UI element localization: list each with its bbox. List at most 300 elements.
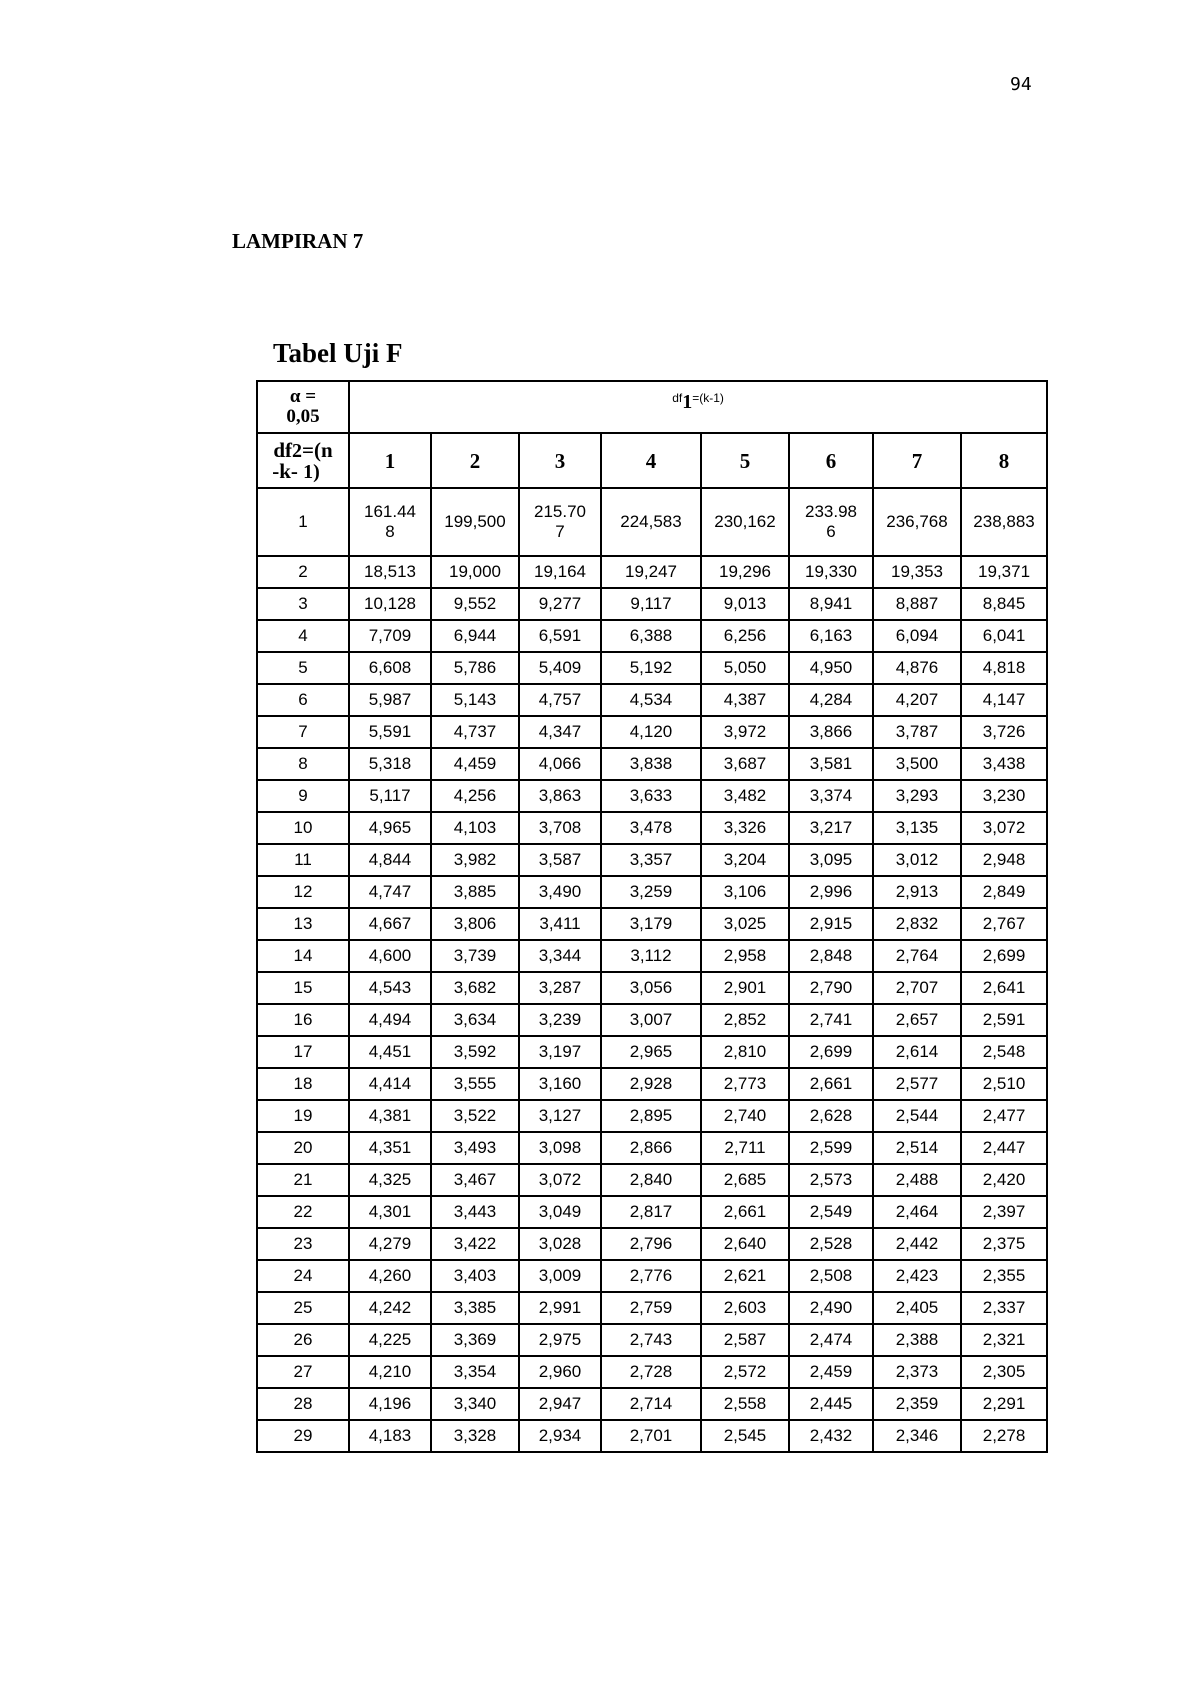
f-value-cell: 4,818 <box>961 652 1047 684</box>
df2-value: 8 <box>257 748 349 780</box>
f-value-cell: 2,699 <box>789 1036 873 1068</box>
df2-value: 17 <box>257 1036 349 1068</box>
f-value-cell: 2,866 <box>601 1132 701 1164</box>
f-value-cell: 2,741 <box>789 1004 873 1036</box>
column-header-row <box>257 433 1047 488</box>
f-value-cell: 4,242 <box>349 1292 431 1324</box>
f-value-cell: 2,810 <box>701 1036 789 1068</box>
f-value-cell: 3,009 <box>519 1260 601 1292</box>
f-value-cell: 4,747 <box>349 876 431 908</box>
f-value-cell: 3,160 <box>519 1068 601 1100</box>
df2-value: 1 <box>257 488 349 556</box>
f-value-cell: 5,409 <box>519 652 601 684</box>
f-value-cell: 2,773 <box>701 1068 789 1100</box>
f-value-cell: 4,965 <box>349 812 431 844</box>
f-value-cell: 2,767 <box>961 908 1047 940</box>
f-value-cell: 3,555 <box>431 1068 519 1100</box>
f-value-cell: 2,928 <box>601 1068 701 1100</box>
f-value-cell: 6,094 <box>873 620 961 652</box>
f-value-cell: 2,508 <box>789 1260 873 1292</box>
f-value-cell: 3,369 <box>431 1324 519 1356</box>
f-value-cell: 2,572 <box>701 1356 789 1388</box>
table-row <box>257 1420 1047 1452</box>
f-value-cell: 4,260 <box>349 1260 431 1292</box>
f-value-cell: 4,210 <box>349 1356 431 1388</box>
f-value-cell: 2,740 <box>701 1100 789 1132</box>
f-value-cell: 230,162 <box>701 488 789 556</box>
f-value-cell: 3,106 <box>701 876 789 908</box>
f-value-cell: 2,621 <box>701 1260 789 1292</box>
f-value-cell: 9,117 <box>601 588 701 620</box>
df2-header: df2=(n -k- 1) <box>257 433 349 488</box>
table-row <box>257 716 1047 748</box>
f-value-cell: 2,442 <box>873 1228 961 1260</box>
f-value-cell: 3,972 <box>701 716 789 748</box>
f-value-cell: 6,163 <box>789 620 873 652</box>
f-value-cell: 2,934 <box>519 1420 601 1452</box>
f-value-cell: 3,028 <box>519 1228 601 1260</box>
f-value-cell: 4,147 <box>961 684 1047 716</box>
table-row <box>257 780 1047 812</box>
f-value-cell: 5,786 <box>431 652 519 684</box>
column-header: 4 <box>601 433 701 488</box>
f-value-cell: 2,991 <box>519 1292 601 1324</box>
table-row <box>257 1324 1047 1356</box>
table-row <box>257 684 1047 716</box>
f-value-cell: 7,709 <box>349 620 431 652</box>
table-row <box>257 940 1047 972</box>
f-value-cell: 2,587 <box>701 1324 789 1356</box>
df2-value: 7 <box>257 716 349 748</box>
f-value-cell: 2,599 <box>789 1132 873 1164</box>
f-value-cell: 2,707 <box>873 972 961 1004</box>
f-value-cell: 5,117 <box>349 780 431 812</box>
f-value-cell: 2,852 <box>701 1004 789 1036</box>
f-value-cell: 2,388 <box>873 1324 961 1356</box>
f-value-cell: 2,591 <box>961 1004 1047 1036</box>
f-value-cell: 6,591 <box>519 620 601 652</box>
f-value-cell: 4,207 <box>873 684 961 716</box>
df2-value: 24 <box>257 1260 349 1292</box>
f-value-cell: 4,256 <box>431 780 519 812</box>
df2-value: 21 <box>257 1164 349 1196</box>
f-value-cell: 2,764 <box>873 940 961 972</box>
f-value-cell: 2,477 <box>961 1100 1047 1132</box>
table-row <box>257 908 1047 940</box>
f-value-cell: 4,120 <box>601 716 701 748</box>
f-value-cell: 3,293 <box>873 780 961 812</box>
f-value-cell: 3,340 <box>431 1388 519 1420</box>
f-value-cell: 2,577 <box>873 1068 961 1100</box>
table-row <box>257 1004 1047 1036</box>
table-row <box>257 1036 1047 1068</box>
f-value-cell: 3,127 <box>519 1100 601 1132</box>
f-value-cell: 2,796 <box>601 1228 701 1260</box>
table-row <box>257 1164 1047 1196</box>
f-value-cell: 9,277 <box>519 588 601 620</box>
f-value-cell: 2,447 <box>961 1132 1047 1164</box>
f-value-cell: 3,098 <box>519 1132 601 1164</box>
column-header: 1 <box>349 433 431 488</box>
f-value-cell: 3,025 <box>701 908 789 940</box>
df2-value: 19 <box>257 1100 349 1132</box>
f-value-cell: 19,000 <box>431 556 519 588</box>
f-value-cell: 19,330 <box>789 556 873 588</box>
df2-value: 13 <box>257 908 349 940</box>
f-value-cell: 5,591 <box>349 716 431 748</box>
f-value-cell: 3,726 <box>961 716 1047 748</box>
appendix-title: LAMPIRAN 7 <box>232 229 364 253</box>
f-value-cell: 2,840 <box>601 1164 701 1196</box>
f-value-cell: 3,708 <box>519 812 601 844</box>
f-value-cell: 2,346 <box>873 1420 961 1452</box>
table-row <box>257 1356 1047 1388</box>
f-value-cell: 2,996 <box>789 876 873 908</box>
df2-value: 2 <box>257 556 349 588</box>
f-value-cell: 2,603 <box>701 1292 789 1324</box>
f-value-cell: 4,737 <box>431 716 519 748</box>
f-distribution-table <box>256 380 1048 1453</box>
f-value-cell: 2,661 <box>789 1068 873 1100</box>
df2-value: 5 <box>257 652 349 684</box>
f-value-cell: 3,443 <box>431 1196 519 1228</box>
f-value-cell: 4,543 <box>349 972 431 1004</box>
f-value-cell: 224,583 <box>601 488 701 556</box>
table-row <box>257 588 1047 620</box>
f-value-cell: 3,095 <box>789 844 873 876</box>
df2-value: 26 <box>257 1324 349 1356</box>
f-value-cell: 3,197 <box>519 1036 601 1068</box>
f-value-cell: 3,687 <box>701 748 789 780</box>
f-value-cell: 2,432 <box>789 1420 873 1452</box>
f-value-cell: 2,711 <box>701 1132 789 1164</box>
f-value-cell: 3,633 <box>601 780 701 812</box>
f-value-cell: 4,225 <box>349 1324 431 1356</box>
f-value-cell: 2,947 <box>519 1388 601 1420</box>
df1-header <box>349 381 1047 433</box>
f-value-cell: 2,355 <box>961 1260 1047 1292</box>
f-value-cell: 199,500 <box>431 488 519 556</box>
f-value-cell: 4,534 <box>601 684 701 716</box>
f-value-cell: 3,326 <box>701 812 789 844</box>
f-value-cell: 3,478 <box>601 812 701 844</box>
f-value-cell: 2,464 <box>873 1196 961 1228</box>
f-value-cell: 4,066 <box>519 748 601 780</box>
f-value-cell: 2,510 <box>961 1068 1047 1100</box>
f-value-cell: 3,866 <box>789 716 873 748</box>
df1-label: df1=(k-1) <box>672 391 724 413</box>
f-value-cell: 3,863 <box>519 780 601 812</box>
f-value-cell: 2,832 <box>873 908 961 940</box>
f-value-cell: 9,552 <box>431 588 519 620</box>
f-value-cell: 3,682 <box>431 972 519 1004</box>
table-row <box>257 652 1047 684</box>
f-value-cell: 2,913 <box>873 876 961 908</box>
f-value-cell: 2,549 <box>789 1196 873 1228</box>
df2-value: 15 <box>257 972 349 1004</box>
f-value-cell: 3,374 <box>789 780 873 812</box>
f-value-cell: 2,423 <box>873 1260 961 1292</box>
df2-value: 10 <box>257 812 349 844</box>
f-value-cell: 2,895 <box>601 1100 701 1132</box>
f-value-cell: 2,359 <box>873 1388 961 1420</box>
f-value-cell: 2,528 <box>789 1228 873 1260</box>
f-value-cell: 2,397 <box>961 1196 1047 1228</box>
f-value-cell: 5,143 <box>431 684 519 716</box>
f-value-cell: 161.448 <box>349 488 431 556</box>
f-value-cell: 4,600 <box>349 940 431 972</box>
f-value-cell: 2,544 <box>873 1100 961 1132</box>
f-value-cell: 3,112 <box>601 940 701 972</box>
f-value-cell: 2,445 <box>789 1388 873 1420</box>
f-value-cell: 8,845 <box>961 588 1047 620</box>
f-value-cell: 4,950 <box>789 652 873 684</box>
df2-value: 22 <box>257 1196 349 1228</box>
f-value-cell: 3,634 <box>431 1004 519 1036</box>
f-value-cell: 2,375 <box>961 1228 1047 1260</box>
f-value-cell: 3,239 <box>519 1004 601 1036</box>
table-row <box>257 1196 1047 1228</box>
f-value-cell: 2,743 <box>601 1324 701 1356</box>
f-value-cell: 5,987 <box>349 684 431 716</box>
f-value-cell: 3,806 <box>431 908 519 940</box>
f-value-cell: 2,514 <box>873 1132 961 1164</box>
f-value-cell: 238,883 <box>961 488 1047 556</box>
table-row <box>257 1388 1047 1420</box>
f-value-cell: 4,325 <box>349 1164 431 1196</box>
f-value-cell: 3,493 <box>431 1132 519 1164</box>
f-value-cell: 6,041 <box>961 620 1047 652</box>
f-value-cell: 2,641 <box>961 972 1047 1004</box>
table-row <box>257 1068 1047 1100</box>
column-header: 3 <box>519 433 601 488</box>
f-value-cell: 2,278 <box>961 1420 1047 1452</box>
table-row <box>257 748 1047 780</box>
table-row <box>257 844 1047 876</box>
f-value-cell: 19,247 <box>601 556 701 588</box>
f-value-cell: 2,545 <box>701 1420 789 1452</box>
f-value-cell: 3,500 <box>873 748 961 780</box>
f-value-cell: 2,373 <box>873 1356 961 1388</box>
f-value-cell: 3,587 <box>519 844 601 876</box>
f-value-cell: 3,204 <box>701 844 789 876</box>
table-title: Tabel Uji F <box>273 338 403 368</box>
column-header: 7 <box>873 433 961 488</box>
table-row <box>257 488 1047 556</box>
f-value-cell: 4,414 <box>349 1068 431 1100</box>
f-value-cell: 2,420 <box>961 1164 1047 1196</box>
f-value-cell: 6,256 <box>701 620 789 652</box>
f-value-cell: 3,328 <box>431 1420 519 1452</box>
f-value-cell: 2,714 <box>601 1388 701 1420</box>
f-value-cell: 3,056 <box>601 972 701 1004</box>
df2-value: 29 <box>257 1420 349 1452</box>
f-value-cell: 6,944 <box>431 620 519 652</box>
f-value-cell: 2,640 <box>701 1228 789 1260</box>
f-value-cell: 4,844 <box>349 844 431 876</box>
f-value-cell: 2,685 <box>701 1164 789 1196</box>
f-value-cell: 3,411 <box>519 908 601 940</box>
df2-value: 6 <box>257 684 349 716</box>
f-value-cell: 10,128 <box>349 588 431 620</box>
f-value-cell: 2,901 <box>701 972 789 1004</box>
f-value-cell: 2,790 <box>789 972 873 1004</box>
f-value-cell: 2,958 <box>701 940 789 972</box>
f-value-cell: 2,965 <box>601 1036 701 1068</box>
alpha-header-row <box>257 381 1047 433</box>
table-row <box>257 556 1047 588</box>
table-row <box>257 1260 1047 1292</box>
f-value-cell: 3,438 <box>961 748 1047 780</box>
df2-value: 28 <box>257 1388 349 1420</box>
f-value-cell: 3,522 <box>431 1100 519 1132</box>
f-value-cell: 2,701 <box>601 1420 701 1452</box>
f-value-cell: 4,301 <box>349 1196 431 1228</box>
f-value-cell: 3,344 <box>519 940 601 972</box>
f-value-cell: 3,354 <box>431 1356 519 1388</box>
f-value-cell: 4,351 <box>349 1132 431 1164</box>
f-value-cell: 3,467 <box>431 1164 519 1196</box>
alpha-cell <box>257 381 349 433</box>
f-value-cell: 3,422 <box>431 1228 519 1260</box>
f-value-cell: 2,614 <box>873 1036 961 1068</box>
column-header: 2 <box>431 433 519 488</box>
f-value-cell: 2,628 <box>789 1100 873 1132</box>
f-value-cell: 3,739 <box>431 940 519 972</box>
f-value-cell: 19,164 <box>519 556 601 588</box>
f-value-cell: 2,488 <box>873 1164 961 1196</box>
df2-value: 11 <box>257 844 349 876</box>
table-body <box>257 488 1047 1452</box>
f-value-cell: 4,451 <box>349 1036 431 1068</box>
f-value-cell: 3,259 <box>601 876 701 908</box>
f-value-cell: 2,291 <box>961 1388 1047 1420</box>
df2-value: 16 <box>257 1004 349 1036</box>
f-value-cell: 4,387 <box>701 684 789 716</box>
f-value-cell: 2,849 <box>961 876 1047 908</box>
df2-value: 25 <box>257 1292 349 1324</box>
f-value-cell: 2,573 <box>789 1164 873 1196</box>
f-value-cell: 2,548 <box>961 1036 1047 1068</box>
f-value-cell: 5,318 <box>349 748 431 780</box>
f-value-cell: 3,982 <box>431 844 519 876</box>
f-value-cell: 4,183 <box>349 1420 431 1452</box>
f-value-cell: 3,135 <box>873 812 961 844</box>
df2-value: 3 <box>257 588 349 620</box>
f-value-cell: 19,353 <box>873 556 961 588</box>
f-value-cell: 19,371 <box>961 556 1047 588</box>
f-value-cell: 5,192 <box>601 652 701 684</box>
f-value-cell: 2,558 <box>701 1388 789 1420</box>
f-value-cell: 2,776 <box>601 1260 701 1292</box>
f-value-cell: 2,948 <box>961 844 1047 876</box>
f-value-cell: 2,321 <box>961 1324 1047 1356</box>
f-value-cell: 2,490 <box>789 1292 873 1324</box>
f-value-cell: 3,490 <box>519 876 601 908</box>
f-value-cell: 2,848 <box>789 940 873 972</box>
f-value-cell: 3,385 <box>431 1292 519 1324</box>
table-row <box>257 972 1047 1004</box>
f-value-cell: 3,287 <box>519 972 601 1004</box>
f-value-cell: 4,103 <box>431 812 519 844</box>
f-value-cell: 2,915 <box>789 908 873 940</box>
table-row <box>257 620 1047 652</box>
f-value-cell: 4,459 <box>431 748 519 780</box>
table-row <box>257 1132 1047 1164</box>
f-value-cell: 8,941 <box>789 588 873 620</box>
table-row <box>257 812 1047 844</box>
f-value-cell: 4,757 <box>519 684 601 716</box>
alpha-symbol: α = <box>289 386 317 407</box>
f-value-cell: 4,279 <box>349 1228 431 1260</box>
f-value-cell: 3,049 <box>519 1196 601 1228</box>
alpha-value: 0,05 <box>286 406 320 427</box>
f-value-cell: 3,838 <box>601 748 701 780</box>
f-value-cell: 3,403 <box>431 1260 519 1292</box>
f-value-cell: 2,975 <box>519 1324 601 1356</box>
f-value-cell: 215.707 <box>519 488 601 556</box>
df2-value: 4 <box>257 620 349 652</box>
f-value-cell: 2,661 <box>701 1196 789 1228</box>
f-value-cell: 6,608 <box>349 652 431 684</box>
f-value-cell: 236,768 <box>873 488 961 556</box>
f-value-cell: 3,787 <box>873 716 961 748</box>
df2-value: 12 <box>257 876 349 908</box>
f-value-cell: 3,592 <box>431 1036 519 1068</box>
f-value-cell: 2,337 <box>961 1292 1047 1324</box>
f-value-cell: 8,887 <box>873 588 961 620</box>
f-value-cell: 9,013 <box>701 588 789 620</box>
f-value-cell: 2,759 <box>601 1292 701 1324</box>
f-value-cell: 4,196 <box>349 1388 431 1420</box>
table-row <box>257 1292 1047 1324</box>
f-value-cell: 3,217 <box>789 812 873 844</box>
f-value-cell: 3,581 <box>789 748 873 780</box>
column-header: 5 <box>701 433 789 488</box>
table-row <box>257 876 1047 908</box>
df2-value: 18 <box>257 1068 349 1100</box>
f-value-cell: 3,357 <box>601 844 701 876</box>
f-value-cell: 233.986 <box>789 488 873 556</box>
f-value-cell: 4,284 <box>789 684 873 716</box>
f-value-cell: 3,012 <box>873 844 961 876</box>
f-value-cell: 3,072 <box>519 1164 601 1196</box>
df2-value: 27 <box>257 1356 349 1388</box>
f-value-cell: 4,347 <box>519 716 601 748</box>
f-value-cell: 18,513 <box>349 556 431 588</box>
f-value-cell: 2,728 <box>601 1356 701 1388</box>
f-value-cell: 2,657 <box>873 1004 961 1036</box>
f-value-cell: 2,474 <box>789 1324 873 1356</box>
page-number: 94 <box>1010 74 1032 95</box>
f-value-cell: 6,388 <box>601 620 701 652</box>
f-value-cell: 19,296 <box>701 556 789 588</box>
f-value-cell: 3,482 <box>701 780 789 812</box>
f-value-cell: 3,230 <box>961 780 1047 812</box>
f-value-cell: 2,817 <box>601 1196 701 1228</box>
f-value-cell: 2,459 <box>789 1356 873 1388</box>
f-value-cell: 3,072 <box>961 812 1047 844</box>
f-value-cell: 4,381 <box>349 1100 431 1132</box>
f-value-cell: 3,885 <box>431 876 519 908</box>
f-value-cell: 2,960 <box>519 1356 601 1388</box>
f-value-cell: 4,667 <box>349 908 431 940</box>
column-header: 8 <box>961 433 1047 488</box>
df2-value: 14 <box>257 940 349 972</box>
df2-value: 20 <box>257 1132 349 1164</box>
f-value-cell: 2,699 <box>961 940 1047 972</box>
table-row <box>257 1100 1047 1132</box>
